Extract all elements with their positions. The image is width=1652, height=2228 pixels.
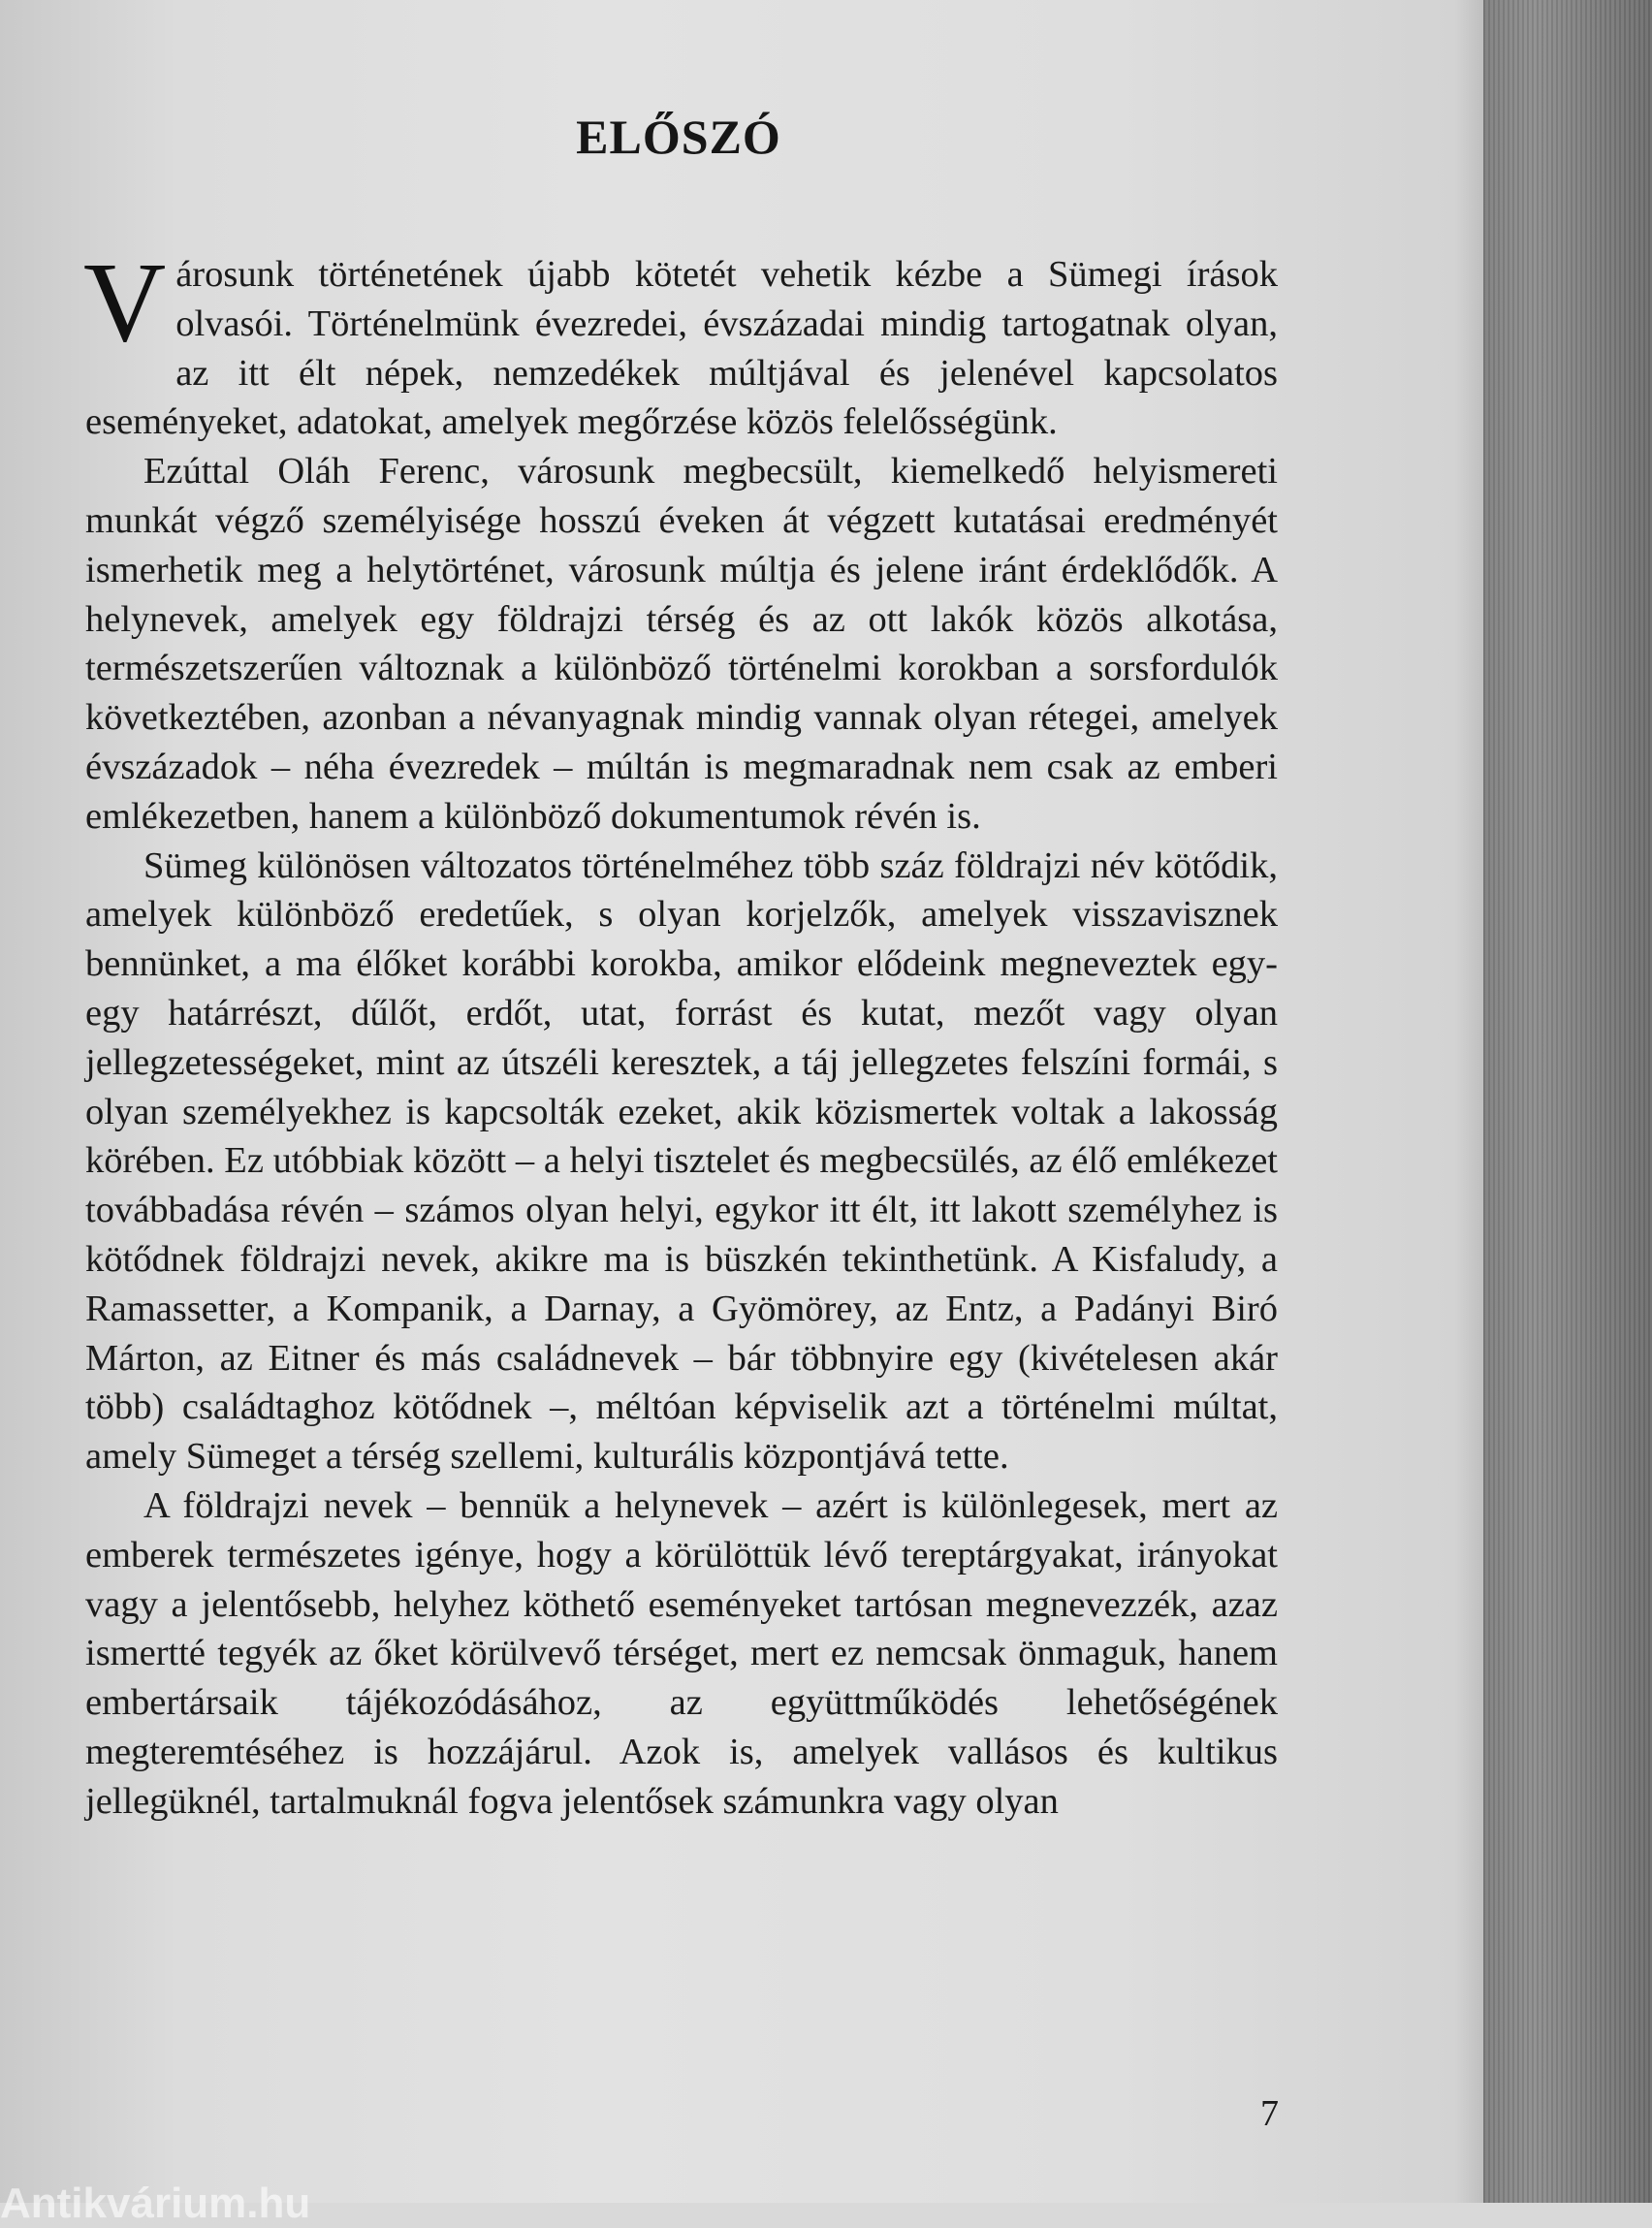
- paragraph-4: A földrajzi nevek – bennük a helynevek – azért is különlegesek, mert az emberek természetes igénye, hogy a körülöttük lévő tereptárgyakat, irányokat vagy a jelentősebb, helyhez köthető eseményeket tartósan megnevezzék, azaz ismertté tegyék az őket körülvevő térséget, mert ez nemcsak önmaguk, hanem embertársaik tájékozódásához, az együttműködés lehetőségének megteremtéséhez is hozzájárul. Azok is, amelyek vallásos és kultikus jellegüknél, tartalmuknál fogva jelentősek számunkra vagy olyan: [85, 1484, 1278, 1822]
- watermark: Antikvárium.hu: [0, 2180, 311, 2227]
- paragraph-1-text: árosunk történetének újabb kötetét vehetik kézbe a Sümegi írások olvasói. Történelmünk évezredei, évszázadai mindig tartogatnak olyan, az itt élt népek, nemzedékek múltjával és jelenével kapcsolatos eseményeket, adatokat, amelyek megőrzése közös felelősségünk.: [85, 254, 1278, 443]
- body-text: [83, 239, 1278, 1827]
- paragraph-2: Ezúttal Oláh Ferenc, városunk megbecsült, kiemelkedő helyismereti munkát végző személyisége hosszú éveken át végzett kutatásai eredményét ismerhetik meg a helytörténet, városunk múltja és jelene iránt érdeklődők. A helynevek, amelyek egy földrajzi térség és az ott lakók közös alkotása, természetszerűen változnak a különböző történelmi korokban a sorsfordulók következtében, azonban a névanyagnak mindig vannak olyan rétegei, amelyek évszázadok – néha évezredek – múltán is megmaradnak nem csak az emberi emlékezetben, hanem a különböző dokumentumok révén is.: [85, 451, 1278, 837]
- book-page-edges: [1483, 0, 1652, 2203]
- page-gutter-shadow: [1454, 0, 1483, 2203]
- paragraph-3: Sümeg különösen változatos történelméhez több száz földrajzi név kötődik, amelyek különböző eredetűek, s olyan korjelzők, amelyek visszavisznek bennünket, a ma élőket korábbi korokba, amikor elődeink megneveztek egy-egy határrészt, dűlőt, erdőt, utat, forrást és kutat, mezőt vagy olyan jellegzetességeket, mint az útszéli keresztek, a táj jellegzetes felszíni formái, s olyan személyekhez is kapcsolták ezeket, akik közismertek voltak a lakosság körében. Ez utóbbiak között – a helyi tisztelet és megbecsülés, az élő emlékezet továbbadása révén – számos olyan helyi, egykor itt élt, itt lakott személyhez is kötődnek földrajzi nevek, akikre ma is büszkén tekinthetünk. A Kisfaludy, a Ramassetter, a Kompanik, a Darnay, a Gyömörey, az Entz, a Padányi Biró Márton, az Eitner és más családnevek – bár többnyire egy (kivételesen akár több) családtaghoz kötődnek –, méltóan képviselik azt a történelmi múltat, amely Sümeget a térség szellemi, kulturális központjává tette.: [85, 844, 1278, 1478]
- page-number: 7: [1260, 2093, 1279, 2134]
- drop-cap: V: [83, 239, 167, 366]
- paragraph-1: [83, 239, 1278, 447]
- page-title: ELŐSZÓ: [576, 110, 781, 164]
